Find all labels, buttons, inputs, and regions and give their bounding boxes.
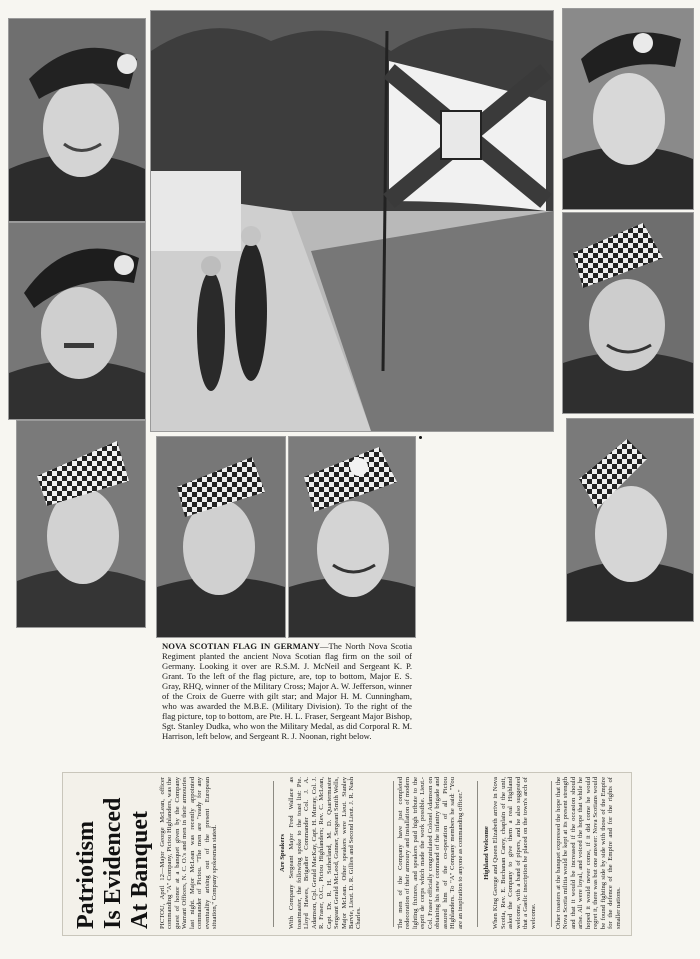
column-divider	[273, 781, 274, 927]
portrait-photo	[288, 436, 416, 638]
flag-scene-image	[151, 11, 553, 431]
portrait-photo	[562, 212, 694, 414]
soldier-portrait-image	[17, 421, 145, 627]
portrait-photo	[566, 418, 694, 622]
article-column	[555, 777, 627, 931]
portrait-photo	[156, 436, 286, 638]
soldier-portrait-image	[567, 419, 693, 621]
column-divider	[477, 781, 478, 927]
headline-line-2: Is Evidenced	[100, 797, 126, 929]
article-column	[159, 777, 275, 931]
column-text: PICTOU, April 12—Major George McLean, officer commanding "A" Company, Pictou Highlanders, was the guest of honor at a banquet given by the Company Warrant Officers, N. C. O.'s and men in their armouries last night. Major McLean was recently appointed commander of Pictou. "The men are "ready for any eventuality arising out of the present European situation," Company spokesman stated.	[159, 777, 219, 929]
article-column	[277, 777, 393, 931]
caption-heading: NOVA SCOTIAN FLAG IN GERMANY	[162, 641, 320, 651]
soldier-portrait-image	[563, 213, 693, 413]
article-clipping	[62, 772, 632, 936]
article-column	[397, 777, 473, 931]
column-text: With Company Sergeant Major Fred Wallace as toastmaster, the following spoke to the toast list: Pte. Lloyd Hawes, Brigadier Commander Col. J. A. Adamson, Cpl. Gerald MacKay, Capt. H. Murray, Col. J. R. Fraser, O.C., Pictou Highlanders; Rev. C. McLean, Capt. Dr. R. H. Sutherland, M. D. Quartermaster Sergeant Gerald McLeod, Gunner, Sergeant Smith Wells, Major McLean. Other speakers were Lieut. Stanley Barvie, Lieut. D. R. Gillies and Second Lieut. J. R. Nash Charles.	[288, 777, 363, 929]
article-headline	[67, 777, 153, 931]
portrait-photo	[8, 18, 146, 222]
dot-mark	[419, 436, 422, 439]
soldier-portrait-image	[9, 19, 145, 221]
column-text: Other toasters at the banquet expressed the hope that the Nova Scotia militia would be kept at its present strength and that it would be increased if the occasion should arise. All were loyal, and voiced the hope that while he hoped it would never come, if it did come he would regret it, there was but one answer: Nova Scotians would be found fighting side by side with those of the Empire for the defence of the Empire and for the rights of smaller nations.	[555, 777, 622, 929]
column-text: When King George and Queen Elizabeth arrive in Nova Scotia, Rev. E. Buchanan Carey, chaplain of the unit, asked the Company to give them a real Highland welcome, with a band of pipers, and he also suggested that a Gaelic inscription be placed on the town's arch of welcome.	[492, 777, 537, 929]
column-subheading: Highland Welcome	[483, 826, 490, 880]
column-text: The men of the Company have just completed redecoration of their armoury and installation of modern lighting fixtures, and speakers paid high tribute to the esprit de corps which made the work possible. Lieut.-Col. Fraser officially congratulated Colonel Adamson on obtaining his new command of the infantry brigade and assured him of the co-operation of all Pictou Highlanders. To "A" Company members he said: "You are an inspiration to anyone as commanding officer."	[397, 777, 464, 929]
column-divider	[551, 781, 552, 927]
column-divider	[393, 781, 394, 927]
article-column	[481, 777, 549, 931]
photo-caption	[162, 641, 412, 741]
headline-line-1: Patriotism	[73, 821, 99, 929]
portrait-photo	[8, 222, 146, 420]
portrait-photo	[16, 420, 146, 628]
portrait-photo	[562, 8, 694, 210]
caption-body: —The North Nova Scotia Regiment planted the ancient Nova Scotian flag firm on the soil of Germany. Looking it over are R.S.M. J. McNeil and Sergeant K. P. Grant. To the left of the flag picture, are, top to bottom, Major E. S. Gray, RHQ, winner of the Military Cross; Major A. W. Jefferson, winner of the Croix de Guerre with gilt star; and Major H. M. Cunningham, who was awarded the M.B.E. (Military Division). To the right of the flag picture, top to bottom, are Pte. H. L. Fraser, Sergeant Major Bishop, Sgt. Stanley Dudka, who won the Military Medal, as did Corporal R. M. Harrison, left below, and Sergeant R. J. Noonan, right below.	[162, 641, 413, 742]
column-subheading: Are Speakers	[279, 834, 286, 872]
soldier-portrait-image	[157, 437, 285, 637]
soldier-portrait-image	[9, 223, 145, 419]
headline-line-3: At Banquet	[127, 810, 153, 929]
soldier-portrait-image	[289, 437, 415, 637]
soldier-portrait-image	[563, 9, 693, 209]
flag-scene-photo	[150, 10, 554, 432]
